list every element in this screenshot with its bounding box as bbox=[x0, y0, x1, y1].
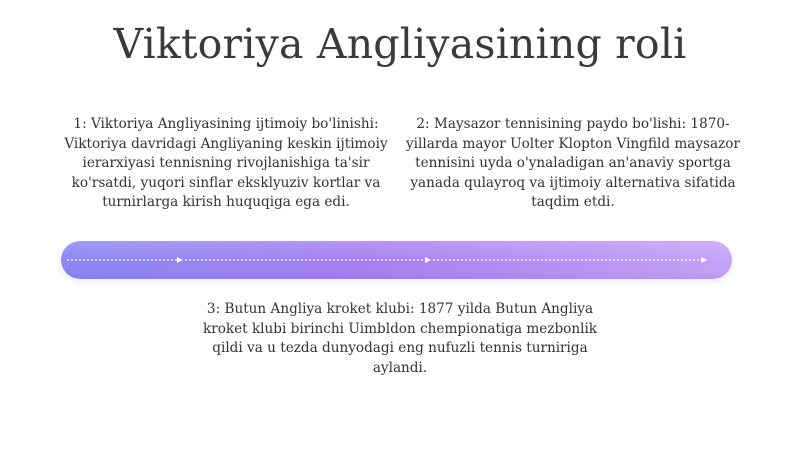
timeline-note-2: 2: Maysazor tennisining paydo bo'lishi: 1870-yillarda mayor Uolter Klopton Vingfild maysazor tennisini uyda o'ynaladigan an'anaviy sportga yanada qulayroq va ijtimoiy alternativa sifatida taqdim etdi. bbox=[406, 116, 740, 210]
timeline-graphic bbox=[61, 241, 732, 279]
timeline-note-3: 3: Butun Angliya kroket klubi: 1877 yilda Butun Angliya kroket klubi birinchi Uimbldon chempionatiga mezbonlik qildi va u tezda dunyodagi eng nufuzli tennis turniriga aylandi. bbox=[202, 301, 598, 376]
timeline-note-1: 1: Viktoriya Angliyasining ijtimoiy bo'linishi: Viktoriya davridagi Angliyaning keskin ijtimoiy ierarxiyasi tennisning rivojlanishiga ta'sir ko'rsatdi, yuqori sinflar eksklyuziv kortlar va turnirlarga kirish huquqiga ega edi. bbox=[64, 116, 388, 210]
slide-title: Viktoriya Angliyasining roli bbox=[113, 20, 687, 68]
timeline-bar-sheen bbox=[61, 241, 732, 279]
timeline-bar bbox=[61, 241, 732, 279]
